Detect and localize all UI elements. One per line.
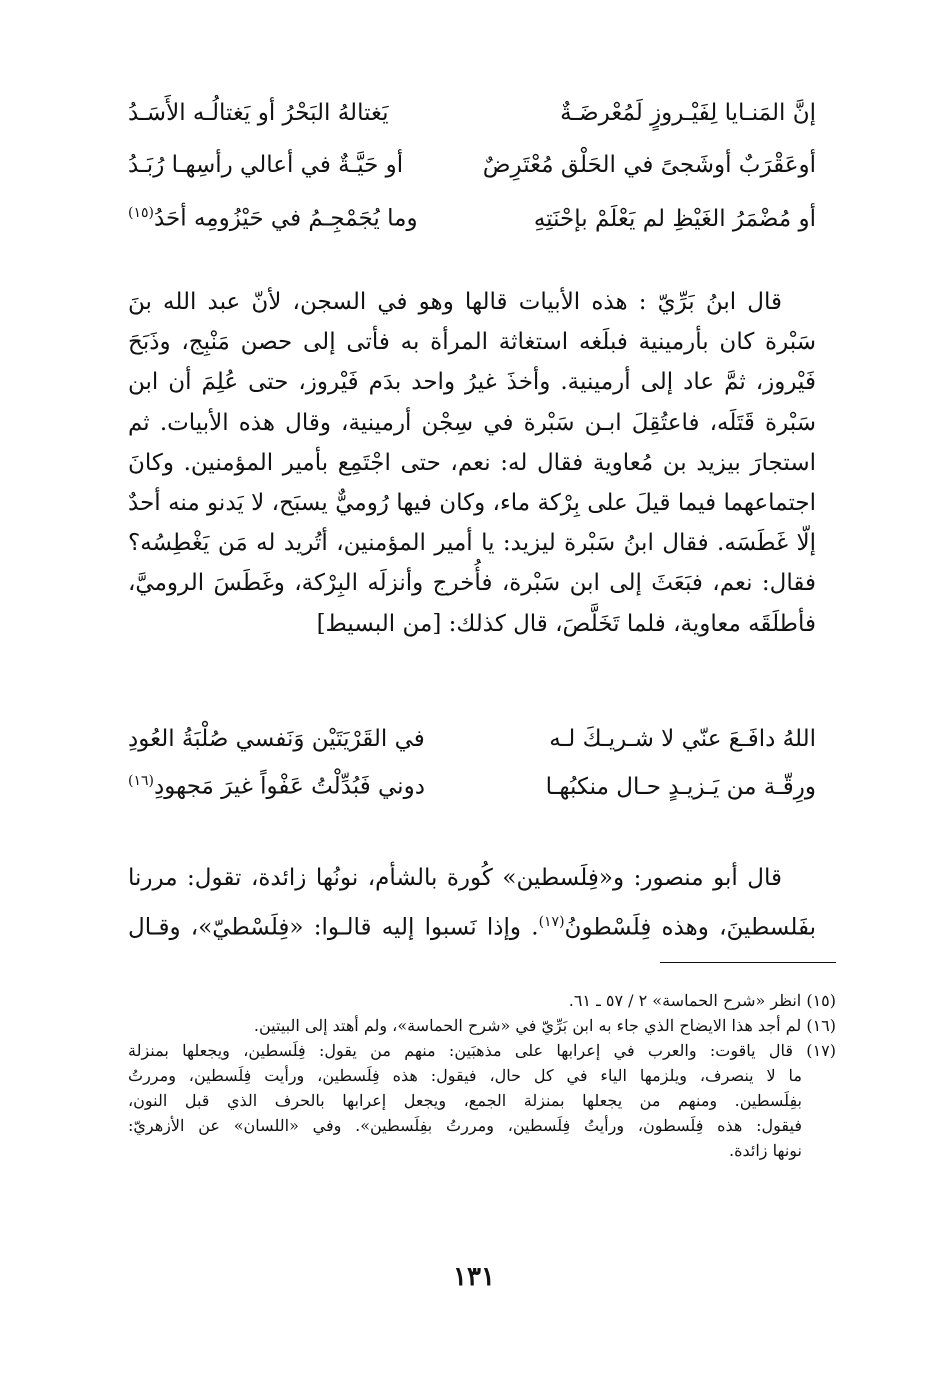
footnote-marker-17: (١٧) xyxy=(538,914,565,930)
footnote-17 xyxy=(128,1038,836,1163)
verse-line xyxy=(128,206,816,258)
footnote-line: نونها زائدة. xyxy=(729,1141,802,1160)
verse-second-hemistich: يَغتالهُ البَحْرُ أو يَغتالُـه الأَسَـدُ xyxy=(128,100,389,126)
verse-first-hemistich: ورِقّـة من يَـزيـدٍ حـال منكبُهـا xyxy=(545,773,816,800)
paragraph-text: . وإذا نَسبوا إليه قالـوا: «فِلَسْطيّ»، وقـال xyxy=(128,914,539,941)
verse-first-hemistich: إنَّ المَنـايا لِفَيْـروزٍ لَمُعْرضَـةٌ xyxy=(560,100,816,126)
verse-first-hemistich: أوعَقْرَبٌ أوشَجىً في الحَلْق مُعْتَرِضٌ xyxy=(482,152,816,178)
verse-second-hemistich xyxy=(128,206,458,231)
page-number: ١٣١ xyxy=(453,1262,495,1292)
verse-first-hemistich: اللهُ دافَـعَ عنّي لا شـريـكَ لـه xyxy=(549,726,816,752)
verse-first-hemistich: أو مُضْمَرُ الغَيْظِ لم يَعْلَمْ بإحْنَتِهِ xyxy=(533,205,816,232)
paragraph-line: فَيْروز، ثمَّ عاد إلى أرمينية. وأخذَ غيرُ واحد بدَم فَيْروز، حتى عُلِمَ أن ابن xyxy=(128,369,816,396)
verse-second-hemistich xyxy=(128,774,458,799)
footnote-separator xyxy=(660,962,836,963)
paragraph-line: إلّا غَطَسَه. فقال ابنُ سَبْرة ليزيد: يا أمير المؤمنين، أتُريد له مَن يَغْطِسُه؟ xyxy=(128,530,816,557)
paragraph-line: فأطلَقَه معاوية، فلما تَخَلَّصَ، قال كذلك: [من البسيط] xyxy=(316,610,816,637)
footnote-marker-15: (١٥) xyxy=(128,205,154,221)
poem-top xyxy=(128,102,816,258)
footnote-line: بفِلَسطين. ومنهم من يجعلها بمنزلة الجمع، ويجعل إعرابها بالحرف الذي قبل النون، xyxy=(128,1091,802,1110)
footnote-line: فيقول: هذه فِلَسطون، ورأيتُ فِلَسطين، ومررتُ بفِلَسطين». وفي «اللسان» عن الأزهريّ: xyxy=(128,1116,803,1135)
footnotes xyxy=(128,988,836,1163)
verse-line xyxy=(128,774,816,820)
paragraph-abu-mansur xyxy=(128,856,816,950)
verse-line xyxy=(128,728,816,774)
verse-second-text: دوني فَبُدِّلْتُ عَفْواً غيرَ مَجهودِ xyxy=(153,773,425,800)
verse-second-text: وما يُجَمْجِـمُ في حَيْزُومِه أحَدُ xyxy=(153,205,418,232)
paragraph-line: فقال: نعم، فبَعَثَ إلى ابن سَبْرة، فأُخرج وأنزلَه البِرْكة، وغَطَسَ الروميَّ، xyxy=(128,570,816,597)
paragraph-text: بفَلسطينَ، وهذه فِلَسْطونُ xyxy=(564,914,816,941)
footnote-line: ما لا ينصرف، ويلزمها الياء في كل حال، فيقول: هذه فِلَسطين، ورأيت فِلَسطين، ومررتُ xyxy=(128,1066,802,1085)
footnote-15 xyxy=(128,988,836,1013)
poem-middle xyxy=(128,728,816,820)
footnote-line: (١٦) لم أجد هذا الايضاح الذي جاء به ابن بَرِّيّ في «شرح الحماسة»، ولم أهتد إلى البيتين. xyxy=(253,1016,836,1035)
paragraph-line: سَبْرة كان بأرمينية فبلَغه استغاثة المرأة به فأتى إلى حصن مَنْبِج، وذَبَحَ xyxy=(128,329,816,356)
paragraph-line xyxy=(128,900,816,950)
paragraph-line: سَبْرة قَتَلَه، فاعتُقِلَ ابـن سَبْرة في سِجْن أرمينية، وقال هذه الأبيات. ثم xyxy=(128,409,816,436)
paragraph-ibn-barri xyxy=(128,282,816,644)
verse-second-hemistich: أو حَيَّـةٌ في أعالي رأسِهـا رُبَـدُ xyxy=(128,152,404,178)
footnote-marker-16: (١٦) xyxy=(128,773,154,789)
paragraph-line: اجتماعهما فيما قيلَ على بِرْكة ماء، وكان فيها رُوميٌّ يسبَح، لا يَدنو منه أحدٌ xyxy=(128,490,816,517)
paragraph-line: قال ابنُ بَرِّيّ : هذه الأبيات قالها وهو في السجن، لأنّ عبد الله بنَ xyxy=(128,289,782,315)
verse-line xyxy=(128,102,816,154)
paragraph-line: استجارَ بيزيد بن مُعاوية فقال له: نعم، حتى اجْتَمِع بأمير المؤمنين. وكانَ xyxy=(128,449,816,476)
footnote-line: (١٧) قال ياقوت: والعرب في إعرابها على مذهبَين: منهم من يقول: فِلَسطين، ويجعلها بمنزلة xyxy=(128,1041,836,1060)
paragraph-line: قال أبو منصور: و«فِلَسطين» كُورة بالشأم، نونُها زائدة، تقول: مررنا xyxy=(128,865,782,891)
footnote-line: (١٥) انظر «شرح الحماسة» ٢ / ٥٧ ـ ٦١. xyxy=(568,991,836,1010)
verse-line xyxy=(128,154,816,206)
verse-second-hemistich: في القَرْيَتَيْن وَنَفسي صُلْبَةُ العُودِ xyxy=(128,726,425,752)
footnote-16 xyxy=(128,1013,836,1038)
